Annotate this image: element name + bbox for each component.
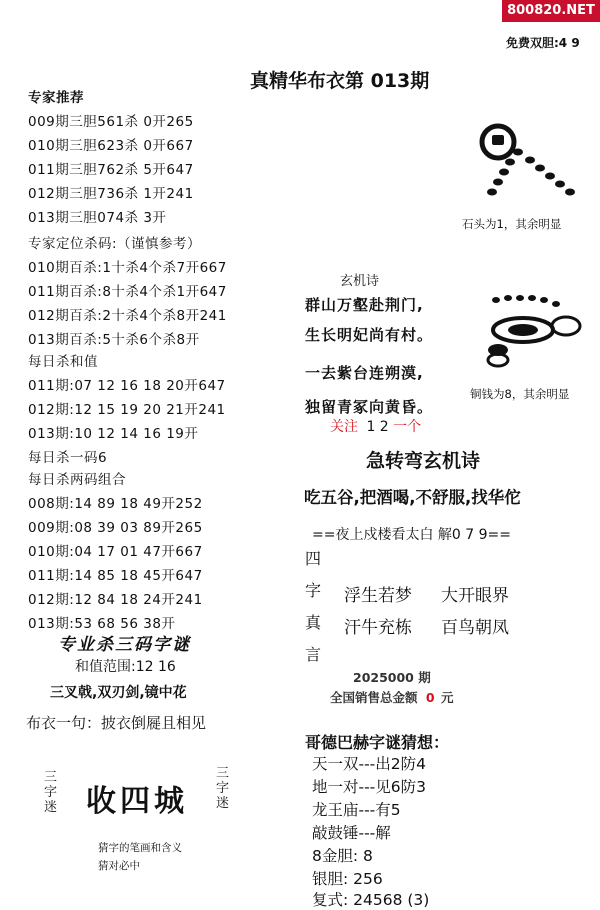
mystic-line: 一去紫台连朔漠,	[305, 364, 424, 382]
turn-poem-text: 吃五谷,把酒喝,不舒服,找华佗	[304, 488, 521, 507]
follow-one: 一个	[393, 419, 422, 435]
coin-caption: 铜钱为8，其余明显	[470, 387, 570, 401]
goldbach-title: 哥德巴赫字谜猜想：	[305, 733, 450, 752]
goldbach-line: 地一对---见6防3	[312, 778, 427, 796]
daily-two-row: 013期:53 68 56 38开	[28, 616, 176, 632]
three-char-note: 猜字的笔画和含义	[98, 842, 182, 854]
three-char-word: 收四城	[86, 784, 188, 819]
follow-nums: 1 2	[366, 419, 389, 435]
three-char-right-3: 迷	[216, 796, 230, 811]
daily-two-row: 008期:14 89 18 49开252	[28, 496, 203, 512]
position-kill-heading: 专家定位杀码:（谨慎参考）	[28, 236, 202, 252]
position-kill-row: 010期百杀:1十杀4个杀7开667	[28, 260, 227, 276]
follow-label: 关注	[330, 419, 358, 435]
mystic-label: 玄机诗	[340, 274, 380, 289]
four-words-phrase: 百鸟朝凤	[441, 618, 509, 638]
three-char-left-3: 迷	[44, 800, 58, 815]
daily-sum-row: 013期:10 12 14 16 19开	[28, 426, 199, 442]
goldbach-line: 8金胆: 8	[312, 847, 373, 865]
daily-sum-heading: 每日杀和值	[28, 354, 98, 370]
goldbach-line: 银胆: 256	[312, 870, 383, 888]
four-words-side-1: 四	[305, 549, 322, 568]
three-char-note2: 猜对必中	[98, 860, 140, 872]
daily-one: 每日杀一码6	[28, 450, 108, 466]
position-kill-row: 012期百杀:2十杀4个杀8开241	[28, 308, 227, 324]
daily-sum-row: 011期:07 12 16 18 20开647	[28, 378, 226, 394]
four-words-phrase: 浮生若梦	[344, 586, 412, 606]
mystic-line: 独留青冢向黄昏。	[305, 398, 434, 416]
position-kill-row: 013期百杀:5十杀6个杀8开	[28, 332, 200, 348]
expert-row: 010期三胆623杀 0开667	[28, 138, 194, 154]
sales-line	[330, 688, 453, 706]
four-words-phrase: 汗牛充栋	[344, 618, 412, 638]
turn-poem-title: 急转弯玄机诗	[366, 450, 481, 472]
expert-row: 012期三胆736杀 1开241	[28, 186, 194, 202]
stone-caption: 石头为1，其余明显	[462, 217, 562, 231]
three-char-right-1: 三	[216, 766, 230, 781]
four-words-side-3: 真	[305, 613, 322, 632]
stone-chain-icon	[478, 122, 593, 202]
three-char-left-2: 字	[44, 785, 58, 800]
free-double: 免费双胆:4 9	[506, 36, 580, 50]
four-words-phrase: 大开眼界	[441, 586, 509, 606]
daily-two-row: 012期:12 84 18 24开241	[28, 592, 203, 608]
follow-line	[330, 416, 421, 436]
riddle-heading: 专业杀三码字谜	[58, 635, 191, 655]
daily-sum-row: 012期:12 15 19 20 21开241	[28, 402, 226, 418]
riddle-answer: 三叉戟,双刃剑,镜中花	[50, 685, 187, 701]
expert-row: 011期三胆762杀 5开647	[28, 162, 194, 178]
goldbach-line: 龙王庙---有5	[312, 801, 401, 819]
goldbach-line: 天一双---出2防4	[312, 755, 427, 773]
expert-row: 009期三胆561杀 0开265	[28, 114, 194, 130]
night-line: ==夜上戍楼看太白 解0 7 9==	[312, 527, 511, 543]
three-char-right	[216, 766, 232, 811]
daily-two-row: 010期:04 17 01 47开667	[28, 544, 203, 560]
goldbach-line: 敲鼓锤---解	[312, 824, 391, 842]
daily-two-row: 009期:08 39 03 89开265	[28, 520, 203, 536]
coin-chain-icon	[478, 292, 593, 372]
goldbach-line: 复式: 24568 (3)	[312, 891, 430, 909]
site-badge[interactable]: 800820.NET	[502, 0, 600, 22]
mystic-line: 生长明妃尚有村。	[305, 326, 434, 344]
sales-label: 全国销售总金额	[330, 690, 418, 705]
buyi-line: 布衣一句：披衣倒屣且相见	[26, 714, 207, 732]
four-words-side-4: 言	[305, 645, 322, 664]
sales-period: 2025000 期	[353, 670, 431, 685]
three-char-left	[44, 770, 60, 815]
three-char-left-1: 三	[44, 770, 58, 785]
expert-row: 013期三胆074杀 3开	[28, 210, 167, 226]
daily-two-row: 011期:14 85 18 45开647	[28, 568, 203, 584]
page-title: 真精华布衣第 013期	[250, 70, 430, 92]
position-kill-row: 011期百杀:8十杀4个杀1开647	[28, 284, 227, 300]
sales-unit: 元	[440, 690, 454, 705]
daily-two-heading: 每日杀两码组合	[28, 472, 126, 488]
sales-amount: 0	[425, 690, 435, 705]
four-words-side-2: 字	[305, 581, 322, 600]
mystic-line: 群山万壑赴荆门,	[305, 296, 424, 314]
riddle-range: 和值范围:12 16	[75, 659, 176, 675]
three-char-right-2: 字	[216, 781, 230, 796]
expert-heading: 专家推荐	[28, 90, 84, 106]
